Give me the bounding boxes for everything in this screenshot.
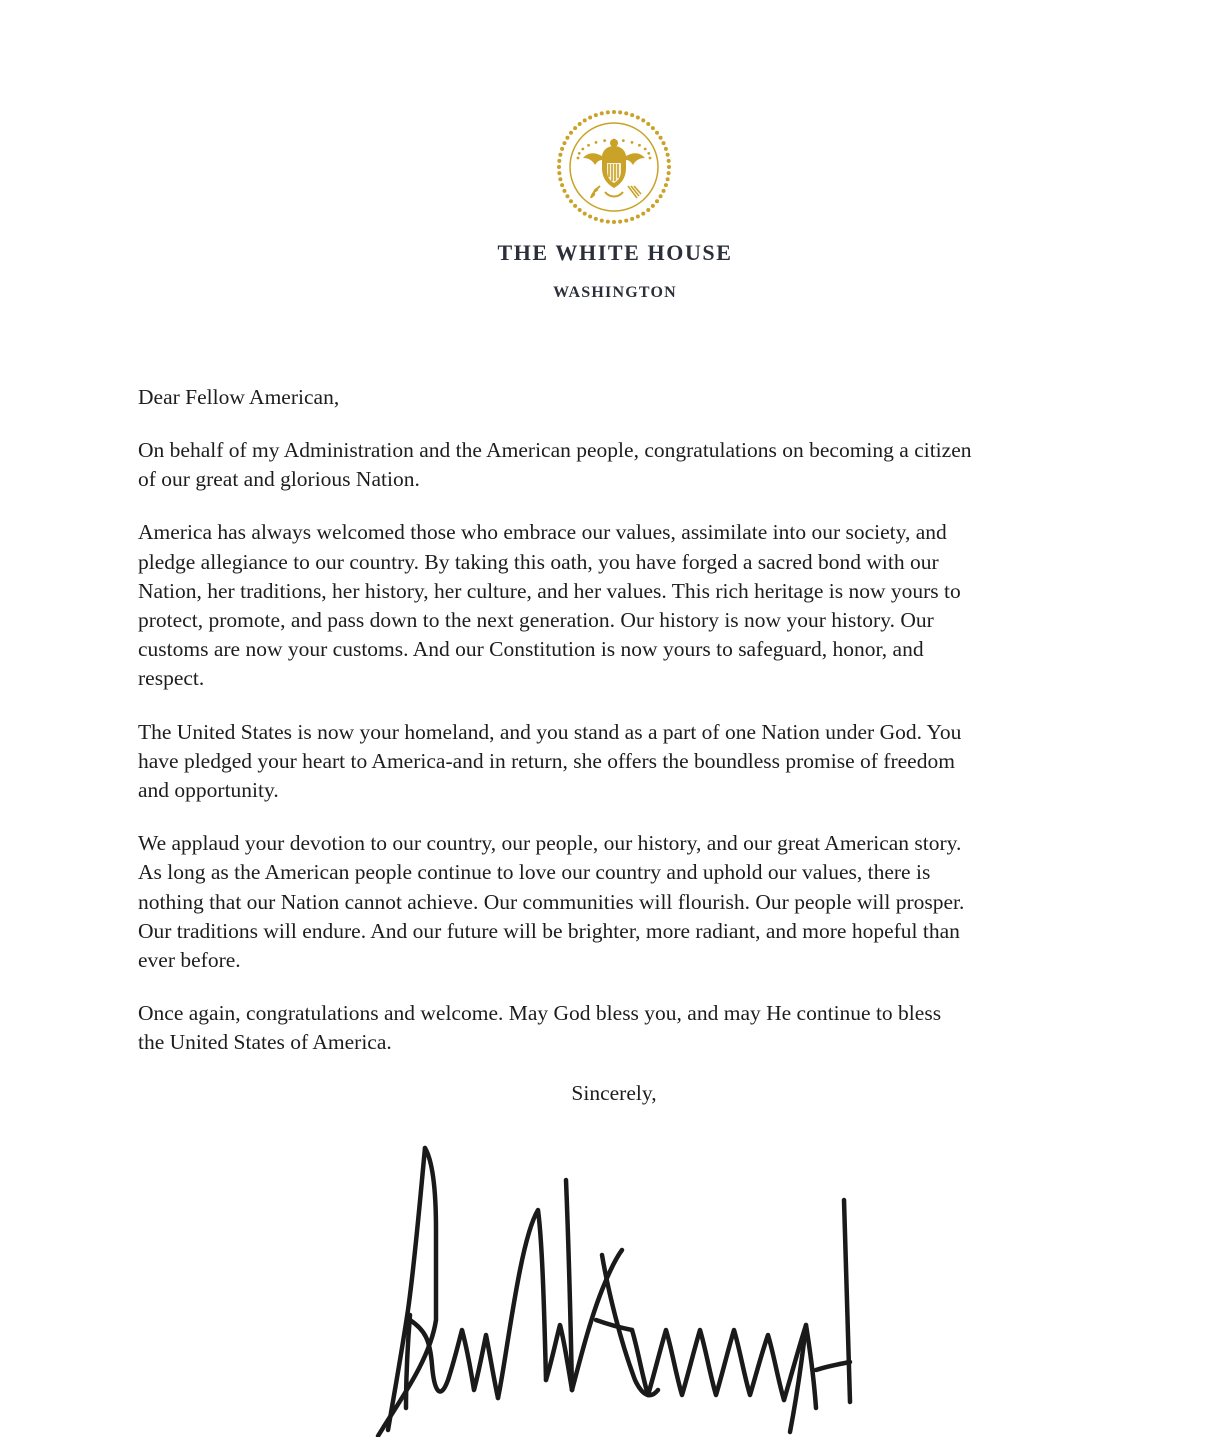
text-line: Once again, congratulations and welcome. May God bless you, and may He continue to bless — [138, 1001, 942, 1026]
text-line: protect, promote, and pass down to the next generation. Our history is now your history. Our — [138, 608, 934, 633]
text-line: Our traditions will endure. And our future will be brighter, more radiant, and more hopeful than — [138, 918, 960, 943]
paragraph — [138, 829, 1108, 975]
text-line: respect. — [138, 666, 205, 691]
text-line: As long as the American people continue to love our country and uphold our values, there is — [138, 860, 931, 885]
text-line: Nation, her traditions, her history, her culture, and her values. This rich heritage is now yours to — [138, 578, 961, 603]
paragraph — [138, 518, 1108, 693]
paragraph — [138, 999, 1108, 1057]
text-line: On behalf of my Administration and the American people, congratulations on becoming a citizen — [138, 438, 972, 462]
text-line: nothing that our Nation cannot achieve. Our communities will flourish. Our people will prosper. — [138, 889, 965, 914]
text-line: of our great and glorious Nation. — [138, 467, 420, 492]
text-line: pledge allegiance to our country. By taking this oath, you have forged a sacred bond with our — [138, 549, 939, 574]
letterhead-subtitle: WASHINGTON — [553, 284, 677, 301]
letter-body — [138, 436, 1108, 1082]
text-line: and opportunity. — [138, 778, 279, 803]
text-line: have pledged your heart to America-and in return, she offers the boundless promise of freedom — [138, 748, 955, 773]
paragraph — [138, 718, 1108, 806]
signature — [370, 1140, 870, 1437]
presidential-seal-icon — [555, 108, 673, 226]
text-line: customs are now your customs. And our Constitution is now yours to safeguard, honor, and — [138, 637, 924, 662]
closing: Sincerely, — [571, 1081, 657, 1105]
text-line: We applaud your devotion to our country, our people, our history, and our great American story. — [138, 831, 962, 856]
paragraph — [138, 436, 1108, 494]
letterhead-title: THE WHITE HOUSE — [497, 240, 733, 265]
salutation: Dear Fellow American, — [138, 385, 340, 409]
text-line: ever before. — [138, 948, 241, 973]
text-line: The United States is now your homeland, and you stand as a part of one Nation under God. You — [138, 719, 962, 744]
text-line: the United States of America. — [138, 1030, 392, 1055]
text-line: America has always welcomed those who embrace our values, assimilate into our society, and — [138, 520, 947, 545]
